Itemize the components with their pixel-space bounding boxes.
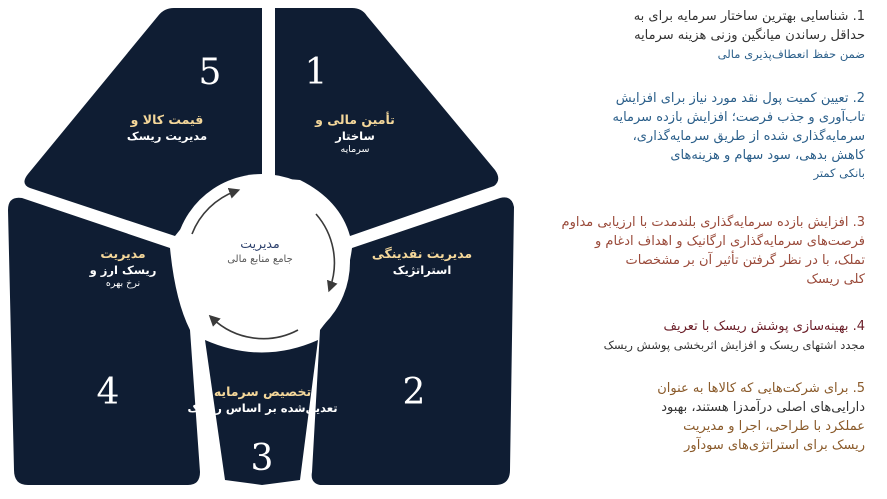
segment-4-line2: ریسک ارز و <box>89 262 157 277</box>
segment-1-line3: سرمایه <box>340 144 370 156</box>
center-title: مدیریت <box>240 236 280 251</box>
description-3-line-2: فرصت‌های سرمایه‌گذاری ارگانیک و اهداف ادغام و <box>595 233 865 249</box>
segment-label-5 <box>102 112 232 144</box>
segment-2-line2: استراتژیک <box>392 262 452 277</box>
description-3 <box>562 214 865 289</box>
description-5 <box>657 380 865 455</box>
segment-4 <box>8 198 200 485</box>
segment-number-1: 1 <box>304 52 328 93</box>
description-2-line-5: بانکی کمتر <box>813 166 865 181</box>
description-2 <box>613 90 866 182</box>
description-1-line-1: 1. شناسایی بهترین ساختار سرمایه برای به <box>633 9 865 24</box>
segment-label-3 <box>185 384 340 416</box>
segment-number-3: 3 <box>250 438 274 479</box>
segment-label-1 <box>300 112 410 157</box>
segment-3-line2: تعدیل‌شده بر اساس ریسک <box>187 400 338 415</box>
description-2-line-1: 2. تعیین کمیت پول نقد مورد نیاز برای افزایش <box>615 91 865 106</box>
segment-5-line2: مدیریت ریسک <box>126 128 208 143</box>
description-3-line-4: کلی ریسک <box>806 271 865 287</box>
segment-3-line1: تخصیص سرمایه <box>213 384 312 399</box>
description-5-line-4: ریسک برای استراتژی‌های سودآور <box>684 437 865 453</box>
description-4-line-2: مجدد اشتهای ریسک و افزایش اثربخشی پوشش ریسک <box>603 337 865 352</box>
segment-label-4 <box>68 246 178 291</box>
center-label <box>205 236 315 265</box>
description-3-line-3: تملک، با در نظر گرفتن تأثیر آن بر مشخصات <box>625 252 865 268</box>
segment-5-line1: قیمت کالا و <box>130 112 204 127</box>
description-1 <box>634 8 865 62</box>
segment-1-line1: تأمین مالی و <box>315 112 395 127</box>
segment-4-line1: مدیریت <box>100 246 146 261</box>
description-5-line-2: دارایی‌های اصلی درآمدزا هستند، بهبود <box>661 399 865 415</box>
description-2-line-3: سرمایه‌گذاری شده از طریق سرمایه‌گذاری، <box>632 128 865 144</box>
description-2-line-4: کاهش بدهی، سود سهام و هزینه‌های <box>670 147 865 163</box>
description-4-line-1: 4. بهینه‌سازی پوشش ریسک با تعریف <box>663 319 865 334</box>
description-5-line-1: 5. برای شرکت‌هایی که کالاها به عنوان <box>657 381 865 396</box>
segment-number-4: 4 <box>96 372 120 413</box>
description-1-line-3: ضمن حفظ انعطاف‌پذیری مالی <box>717 46 865 61</box>
segment-4-line3: نرخ بهره <box>105 278 141 290</box>
segment-1-line2: ساختار <box>335 128 375 143</box>
segment-number-5: 5 <box>198 52 222 93</box>
description-2-line-2: تاب‌آوری و جذب فرصت؛ افزایش بازده سرمایه <box>612 109 865 125</box>
description-3-line-1: 3. افزایش بازده سرمایه‌گذاری بلندمدت با ارزیابی مداوم <box>561 215 865 230</box>
segment-number-2: 2 <box>402 372 426 413</box>
segment-2-line1: مدیریت نقدینگی <box>371 246 473 261</box>
description-5-line-3: عملکرد با طراحی، اجرا و مدیریت <box>683 418 865 434</box>
description-4 <box>604 318 865 354</box>
description-1-line-2: حداقل رساندن میانگین وزنی هزینه سرمایه <box>634 27 865 43</box>
center-subtitle: جامع منابع مالی <box>227 254 293 265</box>
segment-label-2 <box>362 246 482 278</box>
